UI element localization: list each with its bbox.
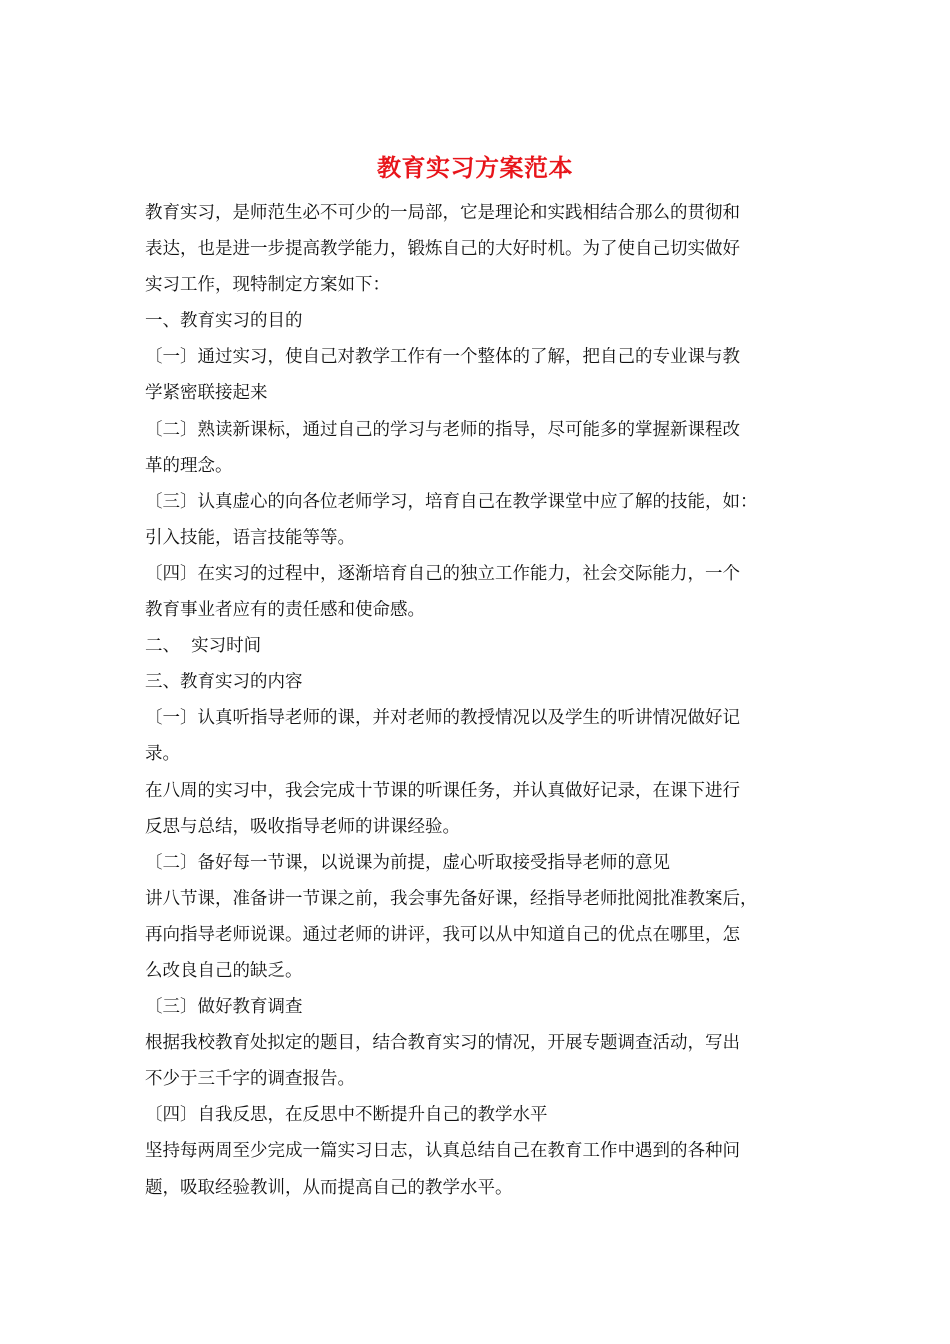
text-line: 〔一〕通过实习，使自己对教学工作有一个整体的了解，把自己的专业课与教 — [145, 347, 740, 368]
text-line: 反思与总结，吸收指导老师的讲课经验。 — [145, 816, 460, 837]
text-line: 革的理念。 — [145, 455, 233, 476]
text-line: 〔三〕做好教育调查 — [145, 997, 303, 1018]
document-title: 教育实习方案范本 — [377, 153, 573, 182]
text-line: 么改良自己的缺乏。 — [145, 960, 303, 981]
text-line: 讲八节课，准备讲一节课之前，我会事先备好课，经指导老师批阅批准教案后， — [145, 888, 758, 909]
text-line: 表达，也是进一步提高教学能力，锻炼自己的大好时机。为了使自己切实做好 — [145, 239, 740, 260]
document-body — [145, 195, 810, 1206]
text-line: 学紧密联接起来 — [145, 383, 268, 404]
text-line: 〔二〕备好每一节课，以说课为前提，虚心听取接受指导老师的意见 — [145, 852, 670, 873]
text-line: 根据我校教育处拟定的题目，结合教育实习的情况，开展专题调查活动，写出 — [145, 1033, 740, 1054]
text-line: 再向指导老师说课。通过老师的讲评，我可以从中知道自己的优点在哪里，怎 — [145, 924, 740, 945]
text-line: 录。 — [145, 744, 180, 765]
text-line: 〔二〕熟读新课标，通过自己的学习与老师的指导，尽可能多的掌握新课程改 — [145, 419, 740, 440]
text-line: 不少于三千字的调查报告。 — [145, 1069, 355, 1090]
text-line: 引入技能，语言技能等等。 — [145, 527, 355, 548]
section-heading: 一、教育实习的目的 — [145, 311, 303, 332]
text-line: 〔三〕认真虚心的向各位老师学习，培育自己在教学课堂中应了解的技能，如： — [145, 491, 758, 512]
text-line: 〔四〕在实习的过程中，逐渐培育自己的独立工作能力，社会交际能力，一个 — [145, 563, 740, 584]
text-line: 坚持每两周至少完成一篇实习日志，认真总结自己在教育工作中遇到的各种问 — [145, 1141, 740, 1162]
text-line: 教育事业者应有的责任感和使命感。 — [145, 600, 425, 621]
text-line: 〔四〕自我反思，在反思中不断提升自己的教学水平 — [145, 1105, 548, 1126]
text-line: 实习工作，现特制定方案如下： — [145, 275, 390, 296]
text-line: 教育实习，是师范生必不可少的一局部，它是理论和实践相结合那么的贯彻和 — [145, 203, 740, 223]
text-line: 题，吸取经验教训，从而提高自己的教学水平。 — [145, 1177, 513, 1198]
section-heading: 三、教育实习的内容 — [145, 672, 303, 693]
text-line: 在八周的实习中，我会完成十节课的听课任务，并认真做好记录，在课下进行 — [145, 780, 740, 801]
section-heading: 二、 实习时间 — [145, 636, 262, 657]
text-line: 〔一〕认真听指导老师的课，并对老师的教授情况以及学生的听讲情况做好记 — [145, 708, 740, 729]
